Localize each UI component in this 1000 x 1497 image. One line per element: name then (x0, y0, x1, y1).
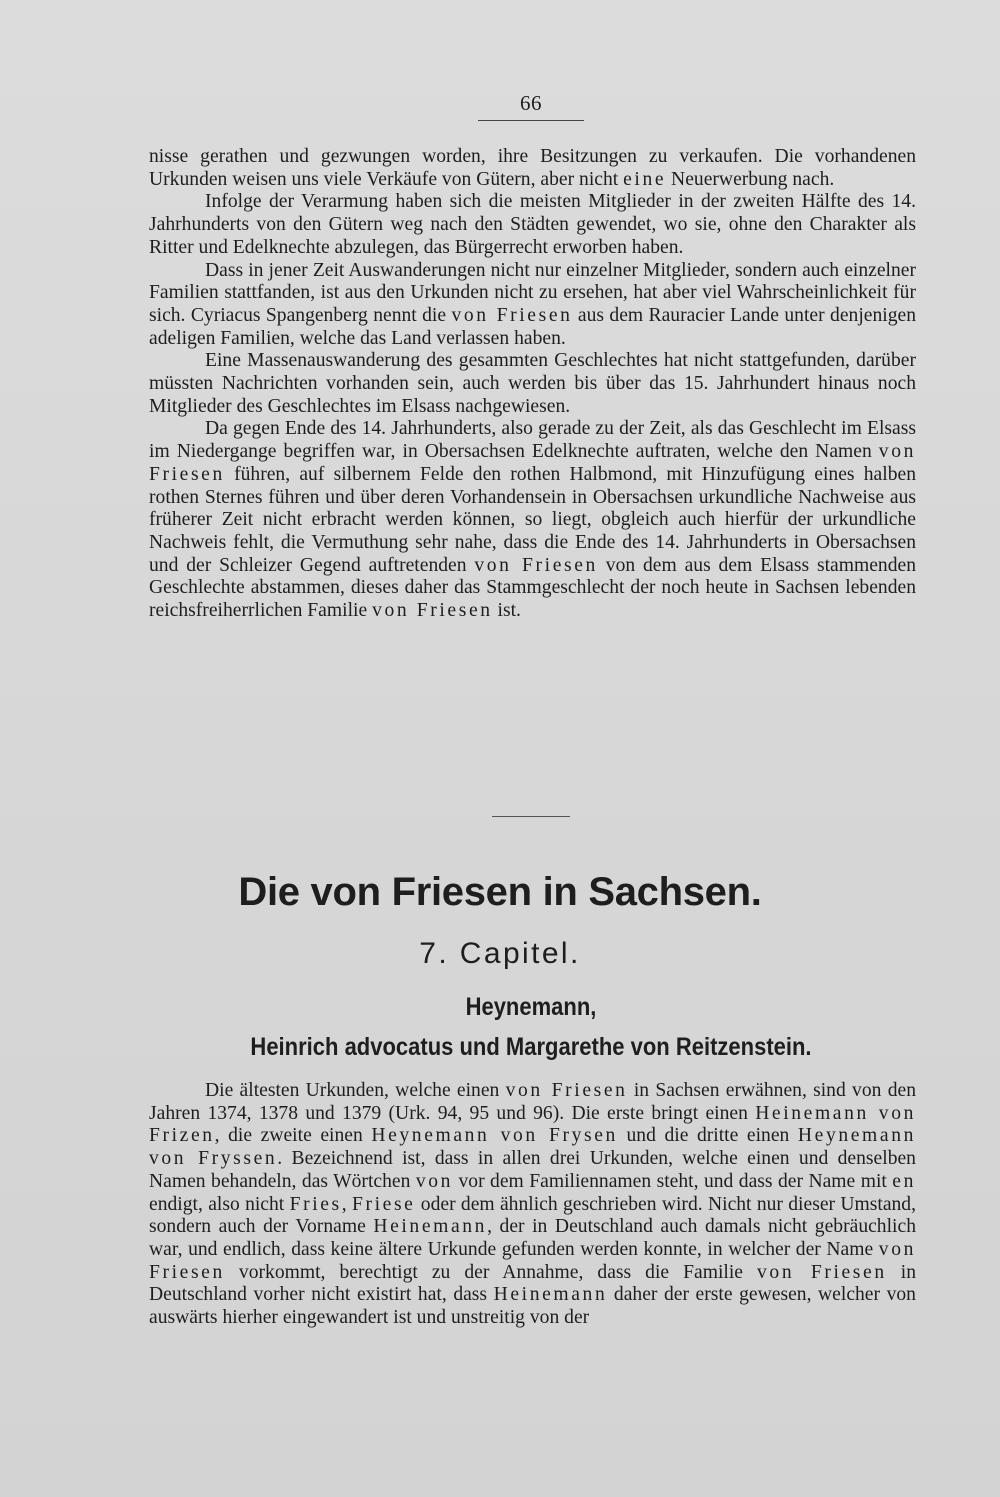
chapter-subtitle-line-1: Heynemann, (465, 993, 597, 1021)
header-rule (478, 120, 584, 121)
spaced-emphasis-text: von (415, 1170, 454, 1192)
spaced-emphasis-text: von Friesen (149, 1238, 916, 1283)
spaced-emphasis-text: von Friesen (505, 1080, 628, 1101)
spaced-emphasis-text: von Friesen (757, 1261, 887, 1283)
text-run: in Deutschland vorher nicht existirt hat, dass (149, 1261, 916, 1306)
text-run: Dass in jener Zeit Auswanderungen nicht nur einzelner Mitglieder, sondern auch einzelner Familien stattfanden, ist aus den Urkunden nicht zu ersehen, hat aber viel Wahrscheinlichkeit für sich. Cyriacus Spangenberg nennt die (149, 259, 916, 326)
text-run: in Sachsen erwähnen, sind von den Jahren 1374, 1378 und 1379 (Urk. 94, 95 und 96). Die erste bringt einen (149, 1080, 916, 1124)
chapter-title: 7. Capitel. (419, 937, 581, 970)
spaced-emphasis-text: en (892, 1170, 916, 1192)
text-run: von dem aus dem Elsass stammenden Geschlechte abstammen, dieses daher das Stammgeschlecht der noch heute in Sachsen lebenden reichsfreiherrlichen Familie (149, 554, 917, 622)
spaced-emphasis-text: Heinemann (493, 1284, 608, 1306)
text-run: nisse gerathen und gezwungen worden, ihre Besitzungen zu verkaufen. Die vorhandenen Urkunden weisen uns viele Verkäufe von Gütern, aber nicht (149, 146, 916, 190)
text-run: Infolge der Verarmung haben sich die meisten Mitglieder in der zweiten Hälfte des 14. Jahrhunderts von den Gütern weg nach den Städten gewendet, wo sie, ohne den Charakter als Ritter und Edelknechte abzulegen, das Bürgerrecht erworben haben. (149, 191, 916, 258)
page-number: 66 (520, 91, 542, 115)
text-run: aus dem Rauracier Lande unter denjenigen adeligen Familien, welche das Land verlassen haben. (149, 304, 916, 349)
text-run: daher der erste gewesen, welcher von auswärts hierher eingewandert ist und unstreitig von der (149, 1284, 916, 1329)
paragraph (149, 350, 916, 418)
spaced-emphasis-text: Heinemann von Frizen (149, 1102, 916, 1147)
spaced-emphasis-text: von Friesen (372, 600, 493, 622)
section-divider (492, 816, 570, 817)
spaced-emphasis-text: Heynemann von Fryssen (149, 1125, 916, 1170)
text-run: ist. (492, 600, 521, 622)
paragraph (149, 260, 916, 351)
spaced-emphasis-text: Friese (351, 1193, 416, 1215)
bottom-text-block (149, 1080, 916, 1330)
paragraph (149, 418, 916, 622)
spaced-emphasis-text: Fries (289, 1193, 342, 1215)
paragraph (149, 1080, 916, 1330)
text-run: Da gegen Ende des 14. Jahrhunderts, also gerade zu der Zeit, als das Geschlecht im Elsass im Niedergange begriffen war, in Obersachsen Edelknechte auftraten, welche den Namen (149, 418, 916, 463)
text-run: führen, auf silbernem Felde den rothen Halbmond, mit Hinzufügung eines halben rothen Sternes führen und über deren Vorhandensein in Obersachsen urkundliche Nachweise aus früherer Zeit nicht erbracht werden können, so liegt, obgleich auch hierfür der urkundliche Nachweis fehlt, die Vermuthung sehr nahe, dass die Ende des 14. Jahrhunderts in Obersachsen und der Schleizer Gegend auftretenden (149, 463, 916, 576)
text-run: und die dritte einen (617, 1125, 798, 1147)
spaced-emphasis-text: von Friesen (149, 441, 916, 485)
spaced-emphasis-text: eine (623, 168, 667, 190)
text-run: Die ältesten Urkunden, welche einen (205, 1080, 506, 1101)
text-run: vor dem Familiennamen steht, und dass der Name mit (453, 1170, 893, 1192)
text-run: oder dem ähnlich geschrieben wird. Nicht nur dieser Umstand, sondern auch der Vorname (149, 1193, 917, 1238)
paragraph (149, 191, 916, 259)
spaced-emphasis-text: Heynemann von Frysen (371, 1125, 618, 1147)
text-run: , (341, 1193, 352, 1215)
text-run: endigt, also nicht (149, 1193, 290, 1215)
text-run: , die zweite einen (214, 1125, 372, 1147)
chapter-subtitle-line-2: Heinrich advocatus und Margarethe von Reitzenstein. (250, 1033, 812, 1061)
text-run: , der in Deutschland auch damals nicht gebräuchlich war, und endlich, dass keine ältere Urkunde gefunden werden konnte, in welcher der Name (149, 1216, 916, 1260)
spaced-emphasis-text: von Friesen (451, 304, 573, 326)
text-run: Eine Massenauswanderung des gesammten Geschlechtes hat nicht stattgefunden, darüber müssten Nachrichten vorhanden sein, auch werden bis über das 15. Jahrhundert hinaus noch Mitglieder des Geschlechtes im Elsass nachgewiesen. (149, 350, 916, 417)
text-run: Neuerwerbung nach. (666, 168, 835, 190)
spaced-emphasis-text: Heinemann (373, 1216, 488, 1238)
top-text-block (149, 146, 916, 623)
section-title: Die von Friesen in Sachsen. (238, 870, 762, 914)
text-run: vorkommt, berechtigt zu der Annahme, dass die Familie (224, 1261, 758, 1283)
text-run: . Bezeichnend ist, dass in allen drei Urkunden, welche einen und denselben Namen behandeln, das Wörtchen (149, 1148, 916, 1192)
paragraph (149, 146, 916, 191)
spaced-emphasis-text: von Friesen (474, 554, 598, 576)
